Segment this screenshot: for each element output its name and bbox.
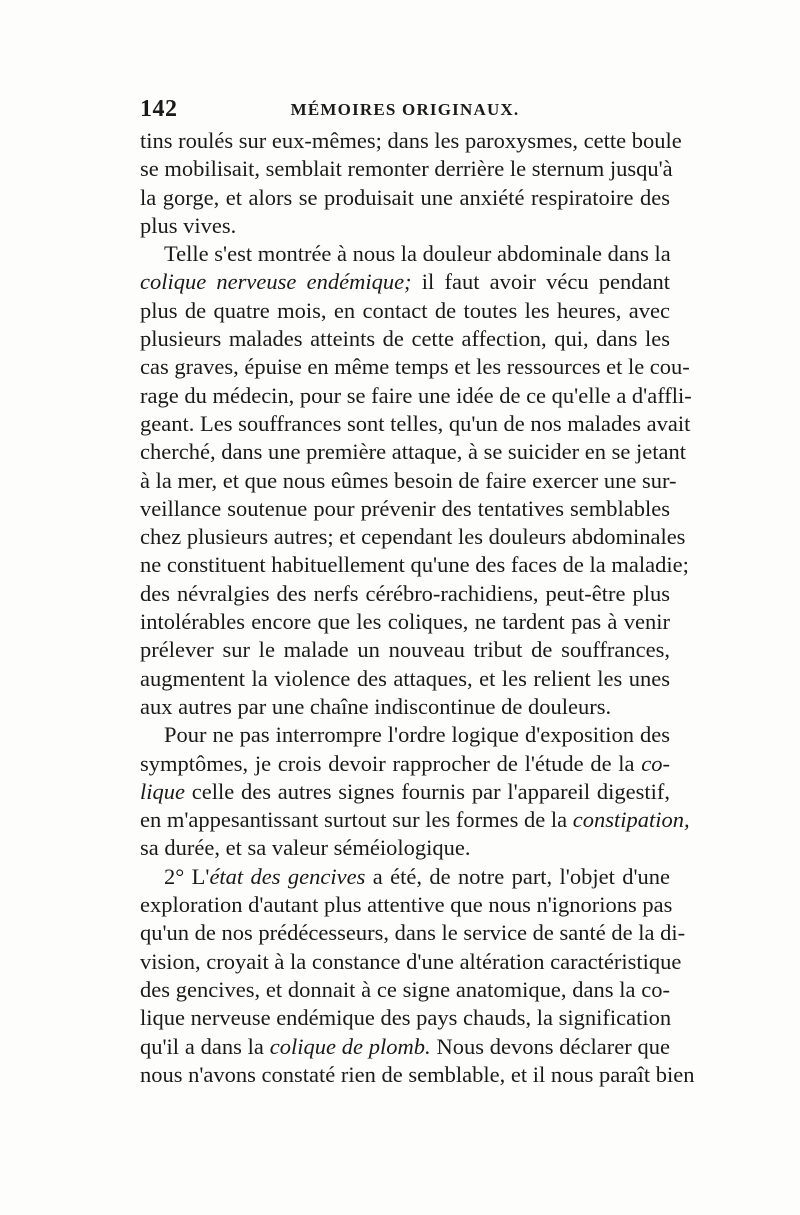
text-segment: en m'appesantissant surtout sur les formes de la [140,807,573,833]
italic-text-segment: colique nerveuse endémique; [140,269,412,295]
text-segment: symptômes, je crois devoir rapprocher de l'étude de la [140,750,642,776]
text-line [140,1033,670,1061]
text-line [140,891,673,919]
text-segment: geant. Les souffrances sont telles, qu'un de nos malades avait [140,410,691,436]
text-line [140,806,690,834]
text-segment: prélever sur le malade un nouveau tribut de souffrances, [140,637,670,663]
text-segment: cherché, dans une première attaque, à se suicider en se jetant [140,439,686,465]
text-segment: rage du médecin, pour se faire une idée de ce qu'elle a d'affli- [140,382,692,408]
text-line [140,127,682,155]
page-header [140,96,670,128]
text-line [140,523,686,551]
text-line [140,438,686,466]
text-line [140,693,670,721]
text-line [140,184,670,212]
text-line [140,382,692,410]
text-segment: qu'un de nos prédécesseurs, dans le service de santé de la di- [140,920,686,946]
text-segment: augmentent la violence des attaques, et les relient les unes [140,665,670,691]
text-segment: plus de quatre mois, en contact de toutes les heures, avec [140,297,670,323]
text-line [140,297,670,325]
text-line [140,636,670,664]
text-line [140,778,670,806]
text-segment: vision, croyait à la constance d'une altération caractéristique [140,948,682,974]
text-segment: plusieurs malades atteints de cette affection, qui, dans les [140,326,670,352]
text-line [140,580,670,608]
text-segment: nous n'avons constaté rien de semblable, et il nous paraît bien [140,1061,695,1087]
text-line [140,155,673,183]
text-segment: cas graves, épuise en même temps et les ressources et le cou- [140,354,690,380]
italic-text-segment: colique de plomb. [269,1033,431,1059]
text-line [140,467,677,495]
italic-text-segment: état des gencives [209,863,366,889]
text-segment: Nous devons déclarer que [430,1033,671,1059]
page-number: 142 [140,96,178,122]
text-segment: à la mer, et que nous eûmes besoin de faire exercer une sur- [140,467,677,493]
text-segment: intolérables encore que les coliques, ne tardent pas à venir [140,609,670,635]
text-segment: veillance soutenue pour prévenir des tentatives semblables [140,495,670,521]
text-segment: plus vives. [140,212,237,238]
text-line [140,919,686,947]
text-line [140,976,670,1004]
text-segment: aux autres par une chaîne indiscontinue de douleurs. [140,693,612,719]
text-segment: lique nerveuse endémique des pays chauds, la signification [140,1005,672,1031]
text-segment: ne constituent habituellement qu'une des faces de la maladie; [140,552,689,578]
text-segment: Telle s'est montrée à nous la douleur abdominale dans la [164,241,671,267]
text-line [140,608,670,636]
text-segment: sa durée, et sa valeur séméiologique. [140,835,471,861]
text-line [140,1061,695,1089]
body-text [140,127,695,1089]
text-segment: tins roulés sur eux-mêmes; dans les paroxysmes, cette boule [140,128,682,153]
text-line [140,863,670,891]
text-segment: a été, de notre part, l'objet d'une [365,863,671,889]
text-line [140,353,690,381]
text-line [140,750,670,778]
text-line [140,325,670,353]
text-line [140,665,670,693]
text-segment: des gencives, et donnait à ce signe anatomique, dans la co- [140,976,670,1002]
text-segment: il faut avoir vécu pendant [411,269,671,295]
text-line [140,721,670,749]
text-segment: celle des autres signes fournis par l'appareil digestif, [185,778,670,804]
text-segment: Pour ne pas interrompre l'ordre logique d'exposition des [164,722,670,748]
text-line [140,834,670,862]
text-line [140,948,682,976]
text-segment: se mobilisait, semblait remonter derrière le sternum jusqu'à [140,156,673,182]
text-line [140,240,670,268]
text-segment: 2° L' [164,863,210,889]
text-segment: chez plusieurs autres; et cependant les douleurs abdominales [140,524,686,550]
text-line [140,1004,670,1032]
text-line [140,551,689,579]
text-segment: qu'il a dans la [140,1033,270,1059]
text-segment: la gorge, et alors se produisait une anxiété respiratoire des [140,184,670,210]
text-line [140,495,670,523]
text-line [140,268,670,296]
italic-text-segment: constipation, [572,807,690,833]
text-segment: exploration d'autant plus attentive que nous n'ignorions pas [140,892,673,918]
running-head: MÉMOIRES ORIGINAUX. [290,100,520,119]
text-segment: des névralgies des nerfs cérébro-rachidiens, peut-être plus [140,580,670,606]
text-line [140,212,670,240]
italic-text-segment: lique [140,778,185,804]
text-line [140,410,691,438]
italic-text-segment: co- [641,750,670,776]
